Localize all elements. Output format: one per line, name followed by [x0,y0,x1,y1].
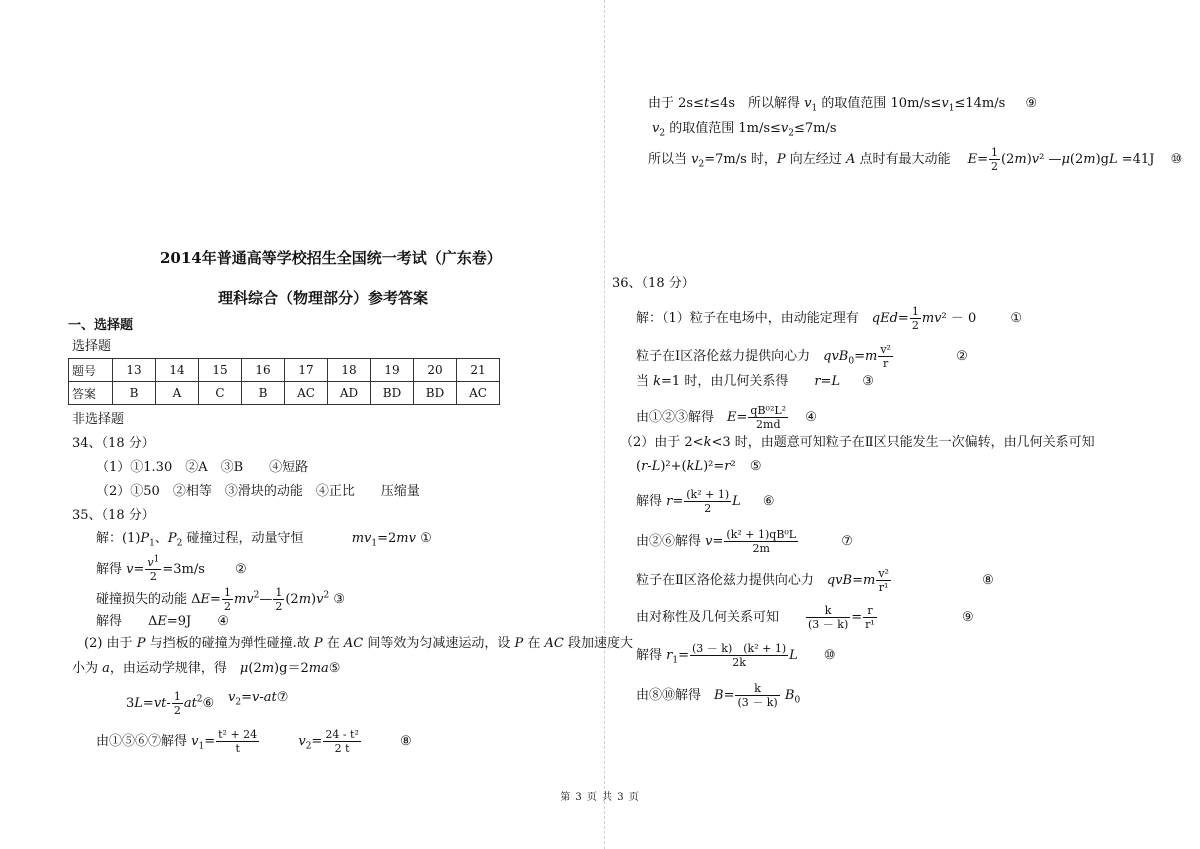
q35-eq8 [96,728,412,755]
var: mv [921,311,942,326]
text: 解：(1) [96,531,141,546]
sup: 2 [196,694,203,705]
text: (2 [285,592,299,607]
text: 段加速度大 [563,636,633,651]
answer-table [68,358,500,405]
var: v [780,121,789,136]
var: AC [343,636,364,651]
sub: 2 [176,538,183,549]
q36-eq7 [636,528,853,555]
fraction [876,567,891,594]
sub: 2 [305,741,312,752]
sub: 2 [659,128,666,139]
table-cell: 16 [242,359,285,382]
eq-number: ⑩ [823,648,836,663]
text: = [712,534,724,549]
eq-number: ② [235,562,247,577]
q35-part2-line1 [84,636,633,652]
q36-part2-intro [620,435,1095,451]
text: = [977,152,989,167]
den: 2m [752,542,770,555]
text: 与挡板的碰撞为弹性碰撞.故 [145,636,314,651]
text: = [672,494,684,509]
den: (3 － k) [737,696,778,709]
text: (2 [248,661,262,676]
num: 1 [223,586,231,599]
right-line1 [648,96,1037,112]
var: E [200,592,211,607]
text: (2 [1069,152,1084,167]
var: m [862,573,876,588]
text: 向左经过 [785,152,846,167]
table-cell: 14 [156,359,199,382]
num: v² [880,343,891,356]
table-cell: AD [328,382,371,405]
eq-number: ④ [805,410,817,425]
text: = [311,734,323,749]
num: t² + 24 [218,728,258,741]
sub: 1 [811,103,818,114]
den: r¹ [878,581,889,594]
num: v² [878,567,889,580]
eq-number: ⑤ [749,459,762,474]
table-row [69,359,500,382]
fraction [863,604,877,631]
var: v [126,562,134,577]
fraction [724,528,798,555]
text: = [854,349,866,364]
var: L [651,459,661,474]
num: v [147,556,154,569]
var: at [183,696,197,711]
text: <3 时，由题意可知粒子在Ⅱ区只能发生一次偏转，由几何关系可知 [711,435,1095,450]
q36-line1 [636,305,1022,332]
var: v [941,96,949,111]
den: 2 [275,600,283,613]
var: v [691,152,699,167]
text: 的取值范围 10m/s≤ [817,96,942,111]
table-cell: 20 [414,359,457,382]
text: 粒子在Ⅰ区洛伦兹力提供向心力 [636,349,824,364]
var: mv [233,592,254,607]
num: 1 [991,146,999,159]
var: v [252,690,260,705]
text: 的取值范围 1m/s≤ [665,121,781,136]
var: v [705,534,713,549]
var: E [967,152,978,167]
var: L [831,374,841,389]
var: L [1109,152,1118,167]
q35-eq6 [126,690,214,717]
var: r [666,648,673,663]
var: L [789,648,798,663]
fraction [910,305,921,332]
var: μ [1061,152,1070,167]
q35-heading: 35、（18 分） [72,508,155,523]
den: 2 [149,570,157,583]
num: k [806,604,850,618]
eq-number: ③ [333,592,345,607]
table-cell: A [156,382,199,405]
var: v [1031,152,1040,167]
q35-line1 [96,531,432,547]
q36-eq8 [636,567,994,594]
text: - [259,690,264,705]
den: 2 [704,502,712,515]
eq-number: ① [420,531,432,546]
text: 在 [322,636,344,651]
q36-line3 [636,374,874,390]
sub: 2 [698,159,705,170]
q36-eq9 [636,604,974,631]
table-cell: 答案 [69,382,113,405]
text: = [852,573,863,588]
table-cell: 18 [328,359,371,382]
text: =1 时，由几何关系得 [661,374,815,389]
text: = [820,374,832,389]
table-cell: 19 [371,359,414,382]
text: - [166,696,171,711]
fraction [806,604,850,631]
num: 1 [275,586,283,599]
num: k [735,682,779,696]
q35-eq7 [228,690,288,706]
text: ² — [1039,152,1062,167]
q35-line4 [96,614,229,630]
q36-line2 [636,343,968,370]
text: = [897,311,909,326]
var: v [228,690,236,705]
sub: 1 [672,655,679,666]
section-choice-heading: 一、选择题 [68,318,134,333]
text: =7m/s 时， [704,152,777,167]
q36-eq6 [636,488,775,515]
text: ² [730,459,736,474]
text: = [204,734,216,749]
den: 2k [732,656,746,669]
text: = [678,648,689,663]
text: ≤7m/s [794,121,837,136]
den: t [235,742,240,755]
text: — [259,592,273,607]
text: =3m/s [162,562,205,577]
text: )²+( [660,459,687,474]
fraction [878,343,893,370]
text: = [851,610,863,625]
fraction [748,404,788,431]
den: (3 － k) [808,618,849,631]
fraction [145,556,161,583]
eq-number: ⑤ [328,661,341,676]
fraction [222,586,233,613]
var: v [298,734,306,749]
sub: 0 [848,356,855,367]
table-cell: 13 [113,359,156,382]
text: 由①②③解得 [636,410,728,425]
table-cell: BD [414,382,457,405]
text: 小为 [72,661,103,676]
var: r [666,494,673,509]
q34-heading: 34、（18 分） [72,436,155,451]
var: at [263,690,277,705]
text: ≤4s 所以解得 [709,96,805,111]
var: a [102,661,110,676]
table-cell: B [242,382,285,405]
var: m [1014,152,1027,167]
q34-part2: （2）①50 ②相等 ③滑块的动能 ④正比 压缩量 [96,484,420,499]
var: mv [396,531,416,546]
var: B [714,688,724,703]
text: = [142,696,154,711]
text: 3 [126,696,135,711]
sup: 1 [153,554,160,565]
eq-number: ⑦ [841,534,853,549]
text: =9J [166,614,192,629]
text: 由②⑥解得 [636,534,706,549]
text: )g＝2 [274,661,309,676]
var: m [261,661,275,676]
num: 1 [911,305,919,318]
text: )g [1095,152,1109,167]
var: qEd [871,311,898,326]
sub: 2 [235,697,242,708]
var: P [514,636,524,651]
var: r [814,374,821,389]
table-cell: BD [371,382,414,405]
var: r [724,459,731,474]
q36-final [636,682,800,709]
eq-number: ⑨ [1025,96,1038,111]
eq-number: ② [956,349,968,364]
sub: 2 [788,128,794,139]
answer-title: 理科综合（物理部分）参考答案 [218,289,429,307]
text: = [723,688,735,703]
text: 所以当 [648,152,692,167]
q36-line4 [636,404,817,431]
text: 间等效为匀减速运动，设 [363,636,515,651]
text: ( [636,459,642,474]
text: 解得 [96,562,127,577]
sub: 1 [198,741,205,752]
q35-line2 [96,556,247,583]
num: (3 － k) (k² + 1) [692,642,787,655]
text: ² － 0 [941,311,977,326]
var: L [732,494,741,509]
text: 解得 [636,494,667,509]
var: v [316,592,324,607]
text: ，由运动学规律，得 [109,661,240,676]
text: ) [1026,152,1032,167]
text: 解：（1）粒子在电场中，由动能定理有 [636,311,872,326]
sub: 1 [371,538,378,549]
text: 由对称性及几何关系可知 [636,610,806,625]
den: 2 [173,704,181,717]
text: =41J [1117,152,1155,167]
table-cell: AC [457,382,500,405]
eq-number: ⑧ [982,573,994,588]
eq-number: ① [1010,311,1023,326]
text: 解得 [636,648,667,663]
q36-heading: 36、（18 分） [612,276,695,291]
eq-number: ⑨ [961,610,974,625]
den: 2 t [334,742,350,755]
var: B [784,688,795,703]
den: r¹ [865,618,875,631]
var: vt [153,696,167,711]
table-cell: 题号 [69,359,113,382]
var: P [140,531,150,546]
text: )²= [703,459,725,474]
var: P [776,152,786,167]
text: 碰撞损失的动能 Δ [96,592,201,607]
var: qvB [823,349,849,364]
page-footer: 第 3 页 共 3 页 [560,792,640,803]
fraction [172,690,183,717]
table-cell: C [199,382,242,405]
text: 碰撞过程，动量守恒 [182,531,304,546]
text: 当 [636,374,654,389]
text: (2 [1001,152,1015,167]
text: (2) 由于 [84,636,137,651]
table-cell: B [113,382,156,405]
sup: 2 [253,590,260,601]
q36-eq5 [636,459,762,475]
num: qB⁰²L² [750,404,787,417]
num: 1 [173,690,181,703]
fraction [273,586,284,613]
text: 由⑧⑩解得 [636,688,715,703]
q34-part1: （1）①1.30 ②A ③B ④短路 [96,460,309,475]
var: L [134,696,143,711]
right-line3 [648,146,1182,173]
var: qvB [826,573,853,588]
text: = [736,410,748,425]
eq-number: ④ [217,614,230,629]
text: = [210,592,221,607]
text: - [647,459,652,474]
var: E [157,614,167,629]
table-cell: 17 [285,359,328,382]
fraction [216,728,259,755]
var: m [1083,152,1096,167]
fraction [684,488,731,515]
fraction [323,728,361,755]
den: 2 [991,160,999,173]
table-cell: 21 [457,359,500,382]
text: = [133,562,145,577]
var: v [804,96,812,111]
var: kL [686,459,704,474]
var: A [845,152,856,167]
text: = [241,690,252,705]
q35-line3 [96,586,345,613]
q36-eq10 [636,642,836,669]
text: 粒子在Ⅱ区洛伦兹力提供向心力 [636,573,827,588]
eq-number: ⑥ [762,494,775,509]
eq-number: ⑦ [276,690,289,705]
var: k [653,374,662,389]
text: 由于 2s≤ [648,96,704,111]
den: 2 [911,319,919,332]
var: P [167,531,177,546]
q35-part2-line2 [72,661,340,677]
var: m [865,349,878,364]
var: P [313,636,323,651]
num: (k² + 1)qB⁰L [726,528,797,541]
num: (k² + 1) [686,488,730,501]
var: AC [544,636,564,651]
text: 由①⑤⑥⑦解得 [96,734,192,749]
num: 24 - t² [325,728,359,741]
var: E [727,410,737,425]
eq-number: ⑩ [1170,152,1183,167]
var: r [641,459,648,474]
text: （2）由于 2< [620,435,704,450]
eq-number: ⑧ [400,734,412,749]
var: mv [351,531,372,546]
sub: 1 [149,538,155,549]
right-line2 [652,121,837,137]
text: ≤14m/s [954,96,1006,111]
sub: 1 [948,103,955,114]
text: 、 [154,531,168,546]
var: k [703,435,712,450]
page-fold-divider [604,0,605,849]
var: v [652,121,660,136]
var: μ [239,661,249,676]
var: v [191,734,199,749]
section-choice-subheading: 选择题 [72,339,112,354]
section-nonchoice-heading: 非选择题 [72,412,125,427]
var: ma [308,661,329,676]
text: 解得 Δ [96,614,158,629]
den: 2 [223,600,231,613]
den: 2md [756,418,781,431]
sub: 0 [794,695,801,706]
fraction [735,682,779,709]
num: r [863,604,877,618]
sup: 2 [323,590,330,601]
den: r [883,357,889,370]
text: 在 [523,636,545,651]
text: ) [311,592,317,607]
table-cell: AC [285,382,328,405]
eq-number: ③ [862,374,874,389]
exam-title: 2014年普通高等学校招生全国统一考试（广东卷） [160,249,502,267]
fraction [690,642,788,669]
fraction [989,146,1000,173]
table-row [69,382,500,405]
eq-number: ⑥ [202,696,215,711]
table-cell: 15 [199,359,242,382]
var: m [298,592,312,607]
var: t [703,96,710,111]
text: 点时有最大动能 [855,152,964,167]
var: P [136,636,146,651]
text: =2 [377,531,397,546]
